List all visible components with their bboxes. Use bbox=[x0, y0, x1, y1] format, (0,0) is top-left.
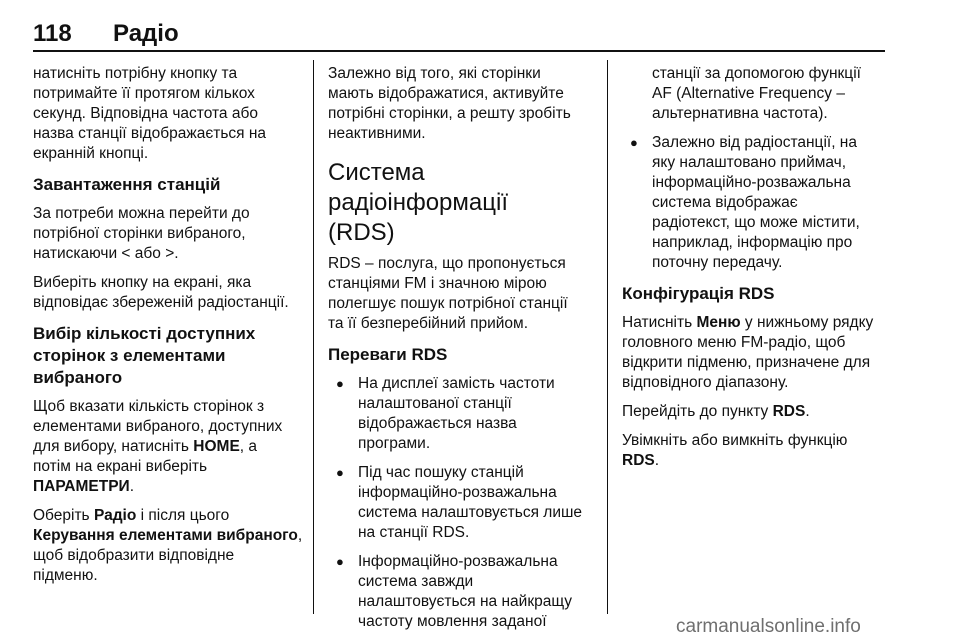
column-3 bbox=[622, 64, 892, 480]
bullet-icon: ● bbox=[336, 376, 344, 391]
text: . bbox=[805, 403, 810, 420]
paragraph-toggle bbox=[622, 431, 892, 471]
paragraph-loading: За потреби можна перейти до потрібної сторінки вибраного, натискаючи < або >. bbox=[33, 205, 250, 262]
home-key-label: HOME bbox=[193, 438, 240, 455]
section-title: Радіо bbox=[113, 20, 179, 47]
text: у нижньому рядку головного меню FM-радіо, щоб відкрити підменю, призначене для відповідного діапазону. bbox=[622, 314, 874, 391]
watermark: carmanualsonline.info bbox=[676, 616, 861, 637]
advantages-list bbox=[328, 374, 596, 632]
text: . bbox=[654, 452, 660, 469]
column-divider-right bbox=[607, 60, 608, 614]
paragraph-rds: RDS – послуга, що пропонується станціями FM і значною мірою полегшує пошук потрібної станції та її безперебійний прийом. bbox=[328, 255, 568, 332]
intro-paragraph: Залежно від того, які сторінки мають відображатися, активуйте потрібні сторінки, а решту зробіть неактивними. bbox=[328, 65, 571, 142]
rds-label: RDS bbox=[622, 452, 655, 469]
text: Оберіть bbox=[33, 507, 94, 524]
rds-info-list bbox=[622, 133, 892, 273]
text: Перейдіть до пункту bbox=[622, 403, 773, 420]
heading-rds: Система радіоінформації (RDS) bbox=[328, 159, 508, 246]
paragraph-select: Виберіть кнопку на екрані, яка відповідає збереженій радіостанції. bbox=[33, 274, 289, 311]
menu-label: Меню bbox=[696, 314, 741, 331]
page-number: 118 bbox=[33, 20, 72, 47]
list-item-text: Залежно від радіостанції, на яку налаштовано приймач, інформаційно-розважальна система відображає радіотекст, що може містити, наприклад, інформацію про поточну передачу. bbox=[652, 134, 860, 271]
text: . bbox=[129, 478, 135, 495]
manage-favourites-label: Керування елементами вибраного bbox=[33, 527, 298, 544]
text: Увімкніть або вимкніть функцію bbox=[622, 432, 848, 449]
list-item bbox=[622, 133, 892, 273]
paragraph-config bbox=[622, 313, 892, 393]
text: Щоб вказати кількість сторінок з елементами вибраного, доступних для вибору, натисніть bbox=[33, 398, 283, 455]
rds-label: RDS bbox=[772, 403, 806, 420]
paragraph-go-to bbox=[622, 402, 892, 422]
column-divider-left bbox=[313, 60, 314, 614]
column-2 bbox=[328, 64, 596, 641]
paragraph-choose bbox=[33, 506, 305, 586]
header-rule bbox=[33, 50, 885, 52]
text: і після цього bbox=[140, 507, 230, 524]
settings-label: ПАРАМЕТРИ bbox=[33, 478, 130, 495]
bullet-icon: ● bbox=[336, 465, 344, 480]
continued-bullet-text: станції за допомогою функції AF (Alternative Frequency – альтернативна частота). bbox=[652, 65, 861, 122]
list-item bbox=[328, 463, 596, 543]
heading-pages-count: Вибір кількості доступних сторінок з елементами вибраного bbox=[33, 324, 256, 387]
bullet-icon: ● bbox=[336, 554, 344, 569]
heading-rds-advantages: Переваги RDS bbox=[328, 345, 448, 364]
intro-paragraph: натисніть потрібну кнопку та потримайте її протягом кількох секунд. Відповідна частота або назва станції відображається на екранній кнопці. bbox=[33, 65, 267, 162]
text: , щоб відобразити відповідне підменю. bbox=[33, 527, 303, 584]
paragraph-pages bbox=[33, 397, 305, 497]
text: Натисніть bbox=[622, 314, 697, 331]
list-item bbox=[328, 552, 596, 632]
list-item-text: Під час пошуку станцій інформаційно-розважальна система налаштовується лише на станції RDS. bbox=[358, 464, 583, 541]
heading-rds-config: Конфігурація RDS bbox=[622, 284, 775, 303]
column-1 bbox=[33, 64, 305, 595]
page-header bbox=[33, 20, 885, 52]
list-item-text: Інформаційно-розважальна система завжди налаштовується на найкращу частоту мовлення заданої bbox=[358, 553, 573, 630]
list-item bbox=[328, 374, 596, 454]
heading-loading-stations: Завантаження станцій bbox=[33, 175, 221, 194]
bullet-icon: ● bbox=[630, 135, 638, 150]
list-item-text: На дисплеї замість частоти налаштованої станції відображається назва програми. bbox=[358, 375, 555, 452]
radio-label: Радіо bbox=[93, 507, 137, 524]
text: , а потім на екрані виберіть bbox=[33, 438, 258, 475]
